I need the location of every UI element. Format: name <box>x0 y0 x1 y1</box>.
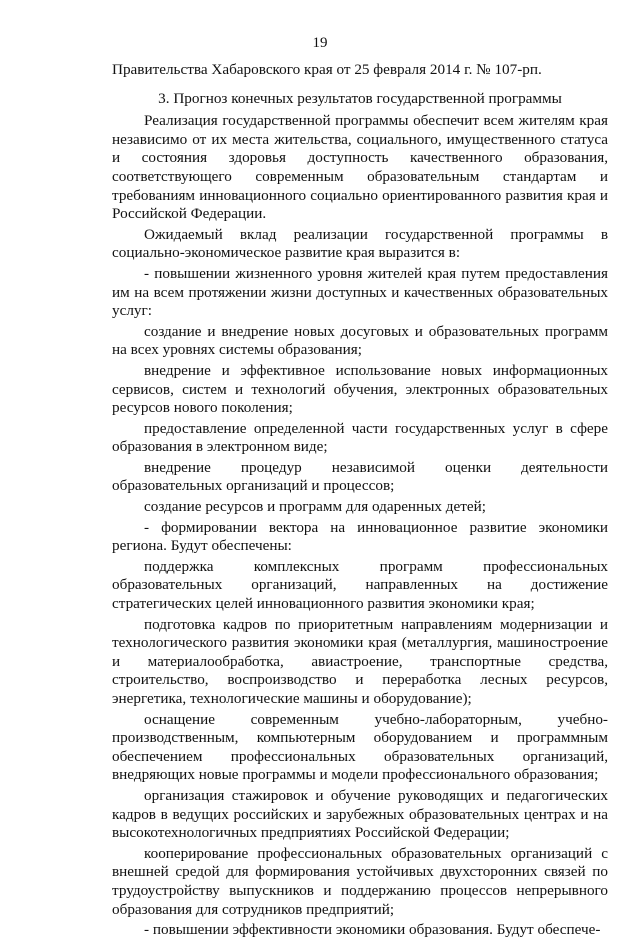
paragraph-3: - повышении жизненного уровня жителей края путем предоставления им на всем протяжении жизни доступных и качественных образовательных услуг: <box>112 264 608 320</box>
paragraph-13: организация стажировок и обучение руководящих и педагогических кадров в ведущих российских и зарубежных образовательных центрах и на высокотехнологичных предприятиях Российской Федерации; <box>112 786 608 842</box>
document-body <box>112 61 608 942</box>
section-heading: 3. Прогноз конечных результатов государственной программы <box>158 89 562 107</box>
paragraph-15: - повышении эффективности экономики образования. Будут обеспече- <box>144 921 601 939</box>
paragraph-1: Реализация государственной программы обеспечит всем жителям края независимо от их места жительства, социального, имущественного статуса и состояния здоровья доступность качественного образования, соответствующего современным образовательным стандартам и требованиям инновационного социально ориентированного развития края и Российской Федерации. <box>112 112 608 223</box>
paragraph-8: создание ресурсов и программ для одаренных детей; <box>144 498 486 516</box>
paragraph-11: подготовка кадров по приоритетным направлениям модернизации и технологического развития экономики края (металлургия, машиностроение и материалообработка, авиастроение, транспортные средства, строительство, воспроизводство и переработка лесных ресурсов, энергетика, технологические машины и оборудование); <box>112 615 608 707</box>
paragraph-6: предоставление определенной части государственных услуг в сфере образования в электронном виде; <box>112 419 608 456</box>
continuation-line: Правительства Хабаровского края от 25 февраля 2014 г. № 107-рп. <box>112 61 542 78</box>
paragraph-10: поддержка комплексных программ профессиональных образовательных организаций, направленных на достижение стратегических целей инновационного развития экономики края; <box>112 557 608 613</box>
paragraph-4: создание и внедрение новых досуговых и образовательных программ на всех уровнях системы образования; <box>112 322 608 359</box>
paragraph-5: внедрение и эффективное использование новых информационных сервисов, систем и технологий обучения, электронных образовательных ресурсов нового поколения; <box>112 361 608 417</box>
paragraph-9: - формировании вектора на инновационное развитие экономики региона. Будут обеспечены: <box>112 518 608 555</box>
paragraph-14: кооперирование профессиональных образовательных организаций с внешней средой для формирования устойчивых двухсторонних связей по трудоустройству выпускников и поддержанию процессов непрерывного образования для сотрудников предприятий; <box>112 844 608 918</box>
paragraph-2: Ожидаемый вклад реализации государственной программы в социально-экономическое развитие края выразится в: <box>112 225 608 262</box>
page-number: 19 <box>312 35 328 51</box>
paragraph-7: внедрение процедур независимой оценки деятельности образовательных организаций и процессов; <box>112 458 608 495</box>
paragraph-12: оснащение современным учебно-лабораторным, учебно-производственным, компьютерным оборудованием и программным обеспечением профессиональных образовательных организаций, внедряющих новые программы и модели профессионального образования; <box>112 710 608 784</box>
